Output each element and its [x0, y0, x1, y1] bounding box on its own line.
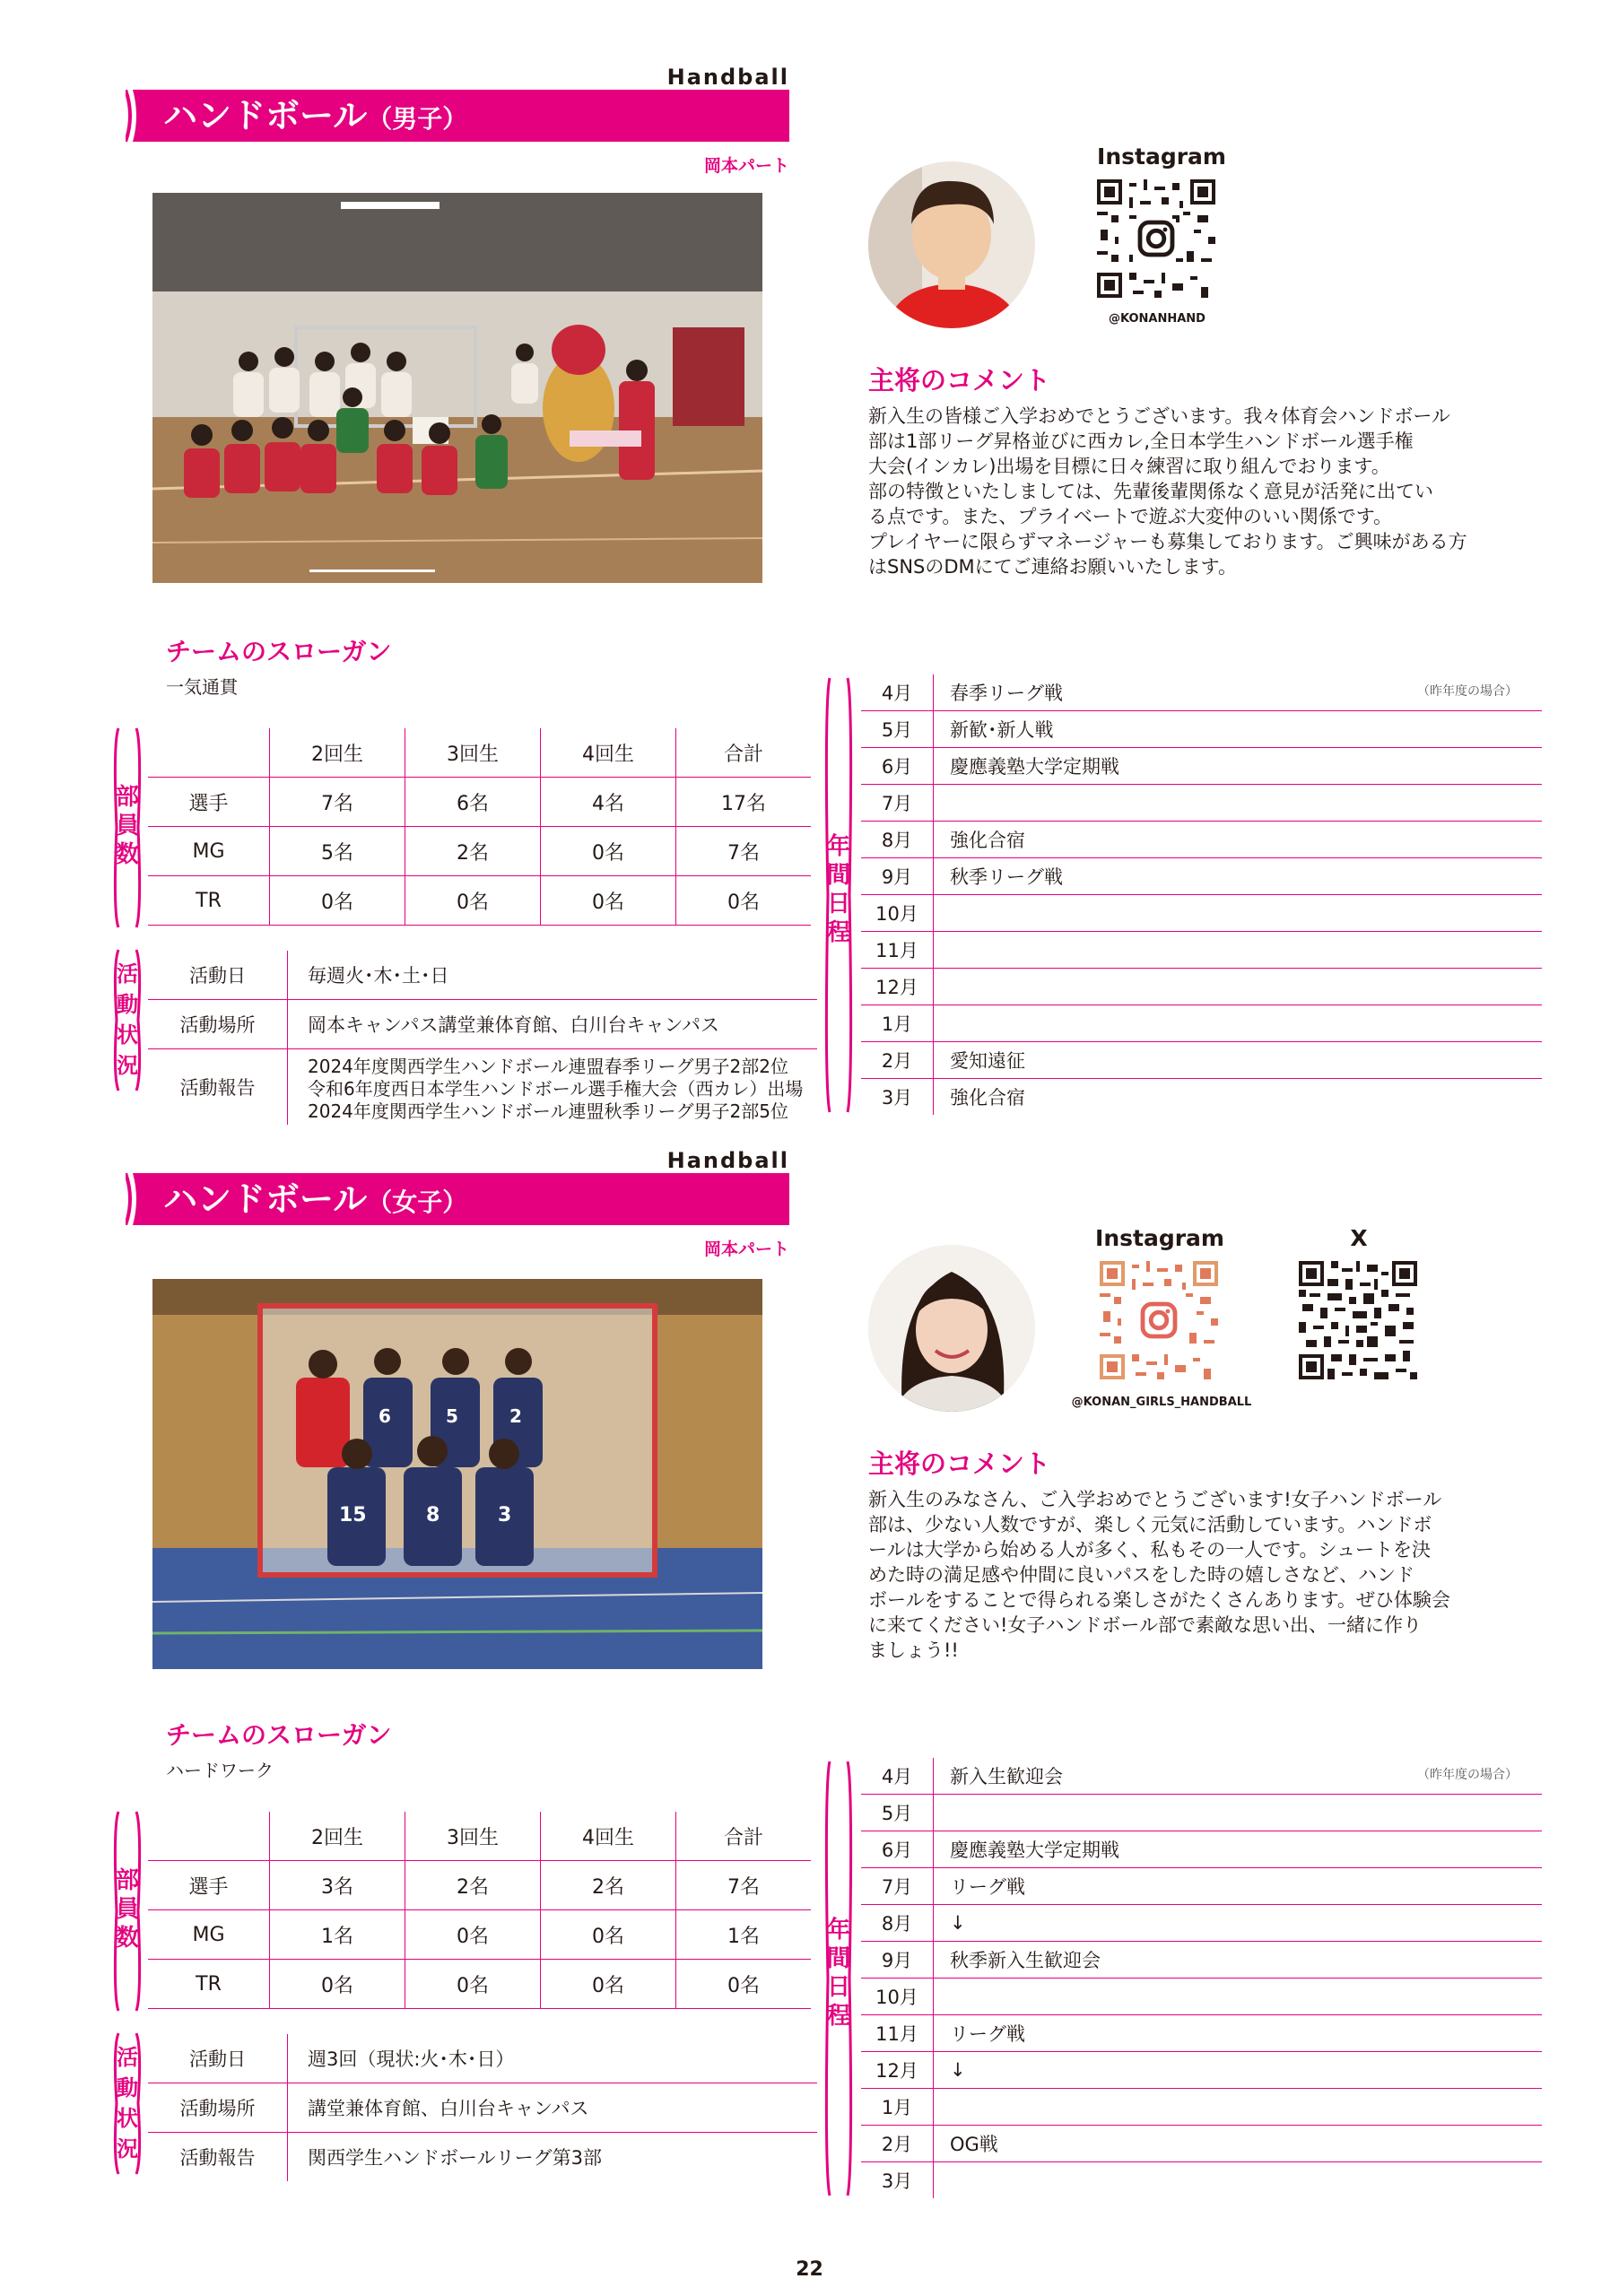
members-row-players: 選手 3名 2名 2名 7名 [148, 1861, 811, 1910]
members-row-players: 選手 7名 6名 4名 17名 [148, 778, 811, 827]
svg-text:3: 3 [498, 1504, 512, 1526]
members-row-tr: TR 0名 0名 0名 0名 [148, 876, 811, 926]
schedule-row: 4月 新入生歓迎会 [861, 1758, 1542, 1795]
section-en-label: Handball [666, 1148, 789, 1173]
section-en-label: Handball [666, 65, 789, 90]
schedule-table [861, 674, 1542, 1115]
activity-vertical-label: 活 動 状 況 [109, 946, 145, 1094]
members-header-row: 2回生 3回生 4回生 合計 [148, 1812, 811, 1861]
activity-report-row: 活動報告 2024年度関西学生ハンドボール連盟春季リーグ男子2部2位 令和6年度西日本学生ハンドボール選手権大会（西カレ）出場 2024年度関西学生ハンドボール連盟秋季リーグ男子2部5位 [148, 1049, 817, 1126]
svg-text:15: 15 [339, 1504, 367, 1526]
schedule-row: 3月 [861, 2162, 1542, 2199]
team-photo [152, 193, 762, 583]
schedule-note: （昨年度の場合） [1417, 684, 1518, 699]
schedule-row: 9月 秋季リーグ戦 [861, 858, 1542, 895]
slogan-text: 一気通貫 [166, 676, 238, 698]
schedule-row: 6月 慶應義塾大学定期戦 [861, 1831, 1542, 1868]
schedule-row: 3月 強化合宿 [861, 1079, 1542, 1116]
slogan-text: ハードワーク [166, 1760, 274, 1781]
members-vertical-label: 部 員 数 [109, 1808, 145, 2014]
members-table [148, 728, 811, 926]
activity-vertical-label: 活 動 状 況 [109, 2030, 145, 2178]
members-table [148, 1812, 811, 2009]
schedule-row: 2月 愛知遠征 [861, 1042, 1542, 1079]
activity-day-row: 活動日 毎週火･木･土･日 [148, 951, 817, 1000]
schedule-row: 10月 [861, 895, 1542, 932]
members-vertical-label: 部 員 数 [109, 725, 145, 931]
members-header-row: 2回生 3回生 4回生 合計 [148, 728, 811, 778]
section-title-bar [126, 1173, 789, 1225]
instagram-qr-code[interactable] [1100, 1261, 1218, 1383]
section-womens-handball [0, 1146, 1619, 2222]
schedule-row: 8月 ↓ [861, 1905, 1542, 1942]
schedule-vertical-label: 年 間 日 程 [821, 674, 857, 1116]
activity-day-row: 活動日 週3回（現状:火･木･日） [148, 2034, 817, 2083]
svg-text:8: 8 [426, 1504, 440, 1526]
page-number: 22 [796, 2258, 823, 2281]
activity-table [148, 2034, 817, 2181]
section-title: ハンドボール（女子） [163, 1179, 468, 1219]
members-row-mg: MG 5名 2名 0名 7名 [148, 827, 811, 876]
members-row-tr: TR 0名 0名 0名 0名 [148, 1960, 811, 2009]
instagram-qr-code[interactable] [1097, 179, 1215, 301]
section-mens-handball [0, 63, 1619, 1139]
comment-heading: 主将のコメント [868, 1448, 1051, 1479]
captain-photo [868, 1245, 1035, 1412]
section-title: ハンドボール（男子） [163, 96, 468, 135]
schedule-row: 7月 リーグ戦 [861, 1868, 1542, 1905]
x-qr-code[interactable] [1299, 1261, 1417, 1383]
svg-text:5: 5 [446, 1405, 458, 1427]
schedule-row: 9月 秋季新入生歓迎会 [861, 1942, 1542, 1979]
instagram-handle: @KONAN_GIRLS_HANDBALL [1071, 1396, 1252, 1409]
members-row-mg: MG 1名 0名 0名 1名 [148, 1910, 811, 1960]
instagram-title: Instagram [1097, 144, 1226, 170]
part-label: 岡本パート [703, 1239, 789, 1259]
schedule-row: 6月 慶應義塾大学定期戦 [861, 748, 1542, 785]
schedule-row: 11月 [861, 932, 1542, 969]
schedule-row: 2月 OG戦 [861, 2126, 1542, 2162]
activity-place-row: 活動場所 講堂兼体育館、白川台キャンパス [148, 2083, 817, 2133]
schedule-row: 1月 [861, 2089, 1542, 2126]
svg-text:2: 2 [509, 1405, 522, 1427]
activity-table [148, 951, 817, 1125]
team-photo [152, 1279, 762, 1669]
schedule-row: 5月 [861, 1795, 1542, 1831]
part-label: 岡本パート [703, 156, 789, 176]
slogan-heading: チームのスローガン [166, 637, 392, 666]
captain-comment: 新入生のみなさん、ご入学おめでとうございます!女子ハンドボール 部は、少ない人数ですが、楽しく元気に活動しています。ハンドボ ールは大学から始める人が多く、私もその一人です。シュートを決 めた時の満足感や仲間に良いパスをした時の嬉しさなど、ハンド ボールをすることで得られる楽しさがたくさんあります。ぜひ体験会 に来てください!女子ハンドボール部で素敵な思い出、一緒に作り ましょう!! [868, 1489, 1450, 1661]
slogan-heading: チームのスローガン [166, 1720, 392, 1750]
schedule-table [861, 1758, 1542, 2198]
schedule-row: 12月 [861, 969, 1542, 1005]
schedule-row: 5月 新歓･新人戦 [861, 711, 1542, 748]
instagram-title: Instagram [1095, 1225, 1224, 1251]
captain-photo [868, 161, 1035, 328]
activity-report-row: 活動報告 関西学生ハンドボールリーグ第3部 [148, 2133, 817, 2182]
svg-text:6: 6 [379, 1405, 391, 1427]
schedule-row: 11月 リーグ戦 [861, 2015, 1542, 2052]
schedule-vertical-label: 年 間 日 程 [821, 1758, 857, 2199]
schedule-row: 4月 春季リーグ戦 [861, 674, 1542, 711]
schedule-row: 1月 [861, 1005, 1542, 1042]
schedule-row: 12月 ↓ [861, 2052, 1542, 2089]
schedule-note: （昨年度の場合） [1417, 1768, 1518, 1782]
section-title-bar [126, 90, 789, 142]
instagram-handle: @KONANHAND [1109, 312, 1206, 326]
schedule-row: 8月 強化合宿 [861, 822, 1542, 858]
schedule-row: 10月 [861, 1979, 1542, 2015]
comment-heading: 主将のコメント [868, 365, 1051, 396]
activity-place-row: 活動場所 岡本キャンパス講堂兼体育館、白川台キャンパス [148, 1000, 817, 1049]
captain-comment: 新入生の皆様ご入学おめでとうございます。我々体育会ハンドボール 部は1部リーグ昇格並びに西カレ,全日本学生ハンドボール選手権 大会(インカレ)出場を目標に日々練習に取り組んでおります。 部の特徴といたしましては、先輩後輩関係なく意見が活発に出てい る点です。また、プライベートで遊ぶ大変仲のいい関係です。 プレイヤーに限らずマネージャーも募集しております。ご興味がある方 はSNSのDMにてご連絡お願いいたします。 [868, 405, 1467, 578]
x-title: X [1350, 1225, 1368, 1251]
schedule-row: 7月 [861, 785, 1542, 822]
